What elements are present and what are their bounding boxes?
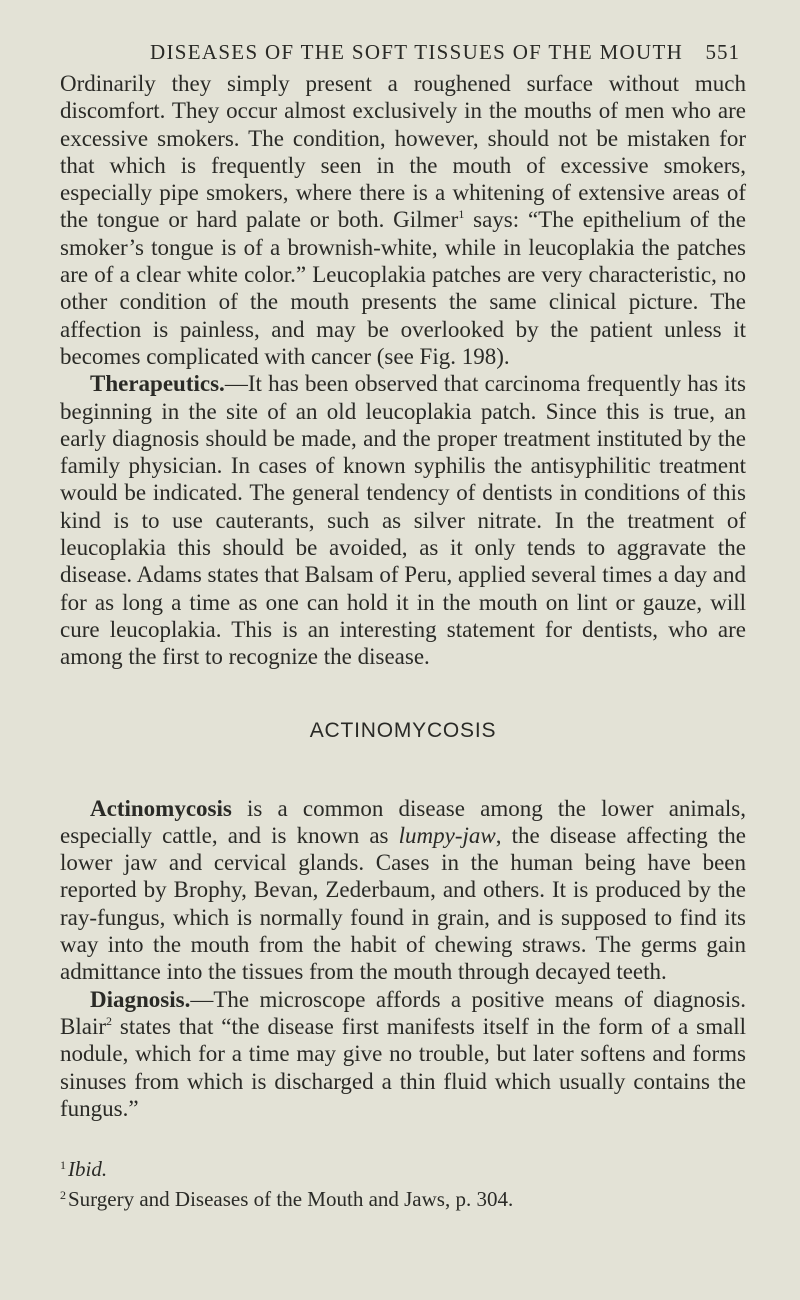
footnotes — [60, 1152, 746, 1212]
paragraph-text: Ordinarily they simply present a roughened surface without much discomfort. They occur almost exclusively in the mouths of men who are excessive smokers. The condition, however, should not be mistaken for that which is frequently seen in the mouth of excessive smokers, especially pipe smokers, where there is a whitening of extensive areas of the tongue or hard palate or both. Gilmer — [60, 71, 746, 233]
paragraph-text: says: “The epithelium of the smoker’s tongue is of a brownish-white, while in leucoplakia the patches are of a clear white color.” Leucoplakia patches are very characteristic, no other condition of the mouth presents the same clinical picture. The affection is painless, and may be overlooked by the patient unless it becomes complicated with cancer (see Fig. 198). — [60, 207, 746, 369]
run-in-heading-actinomycosis: Actinomycosis — [90, 795, 232, 821]
paragraph-leucoplakia-description — [60, 70, 746, 370]
section-heading-actinomycosis: ACTINOMYCOSIS — [309, 718, 497, 742]
paragraph-therapeutics — [60, 370, 746, 670]
footnote-text: Ibid. — [68, 1157, 108, 1182]
footnote-mark: 2 — [60, 1188, 66, 1203]
run-in-heading-diagnosis: Diagnosis. — [90, 986, 191, 1012]
running-head — [60, 0, 746, 70]
page-number: 551 — [705, 40, 740, 64]
running-title: DISEASES OF THE SOFT TISSUES OF THE MOUTH — [150, 40, 684, 64]
paragraph-diagnosis — [60, 986, 746, 1122]
paragraph-text: —The microscope affords a positive means of diagnosis. Blair — [60, 986, 746, 1039]
paragraph-text: , the disease affecting the lower jaw and cervical glands. Cases in the human being have been reported by Brophy, Bevan, Zederbaum, and others. It is produced by the ray-fungus, which is normally found in grain, and is supposed to find its way into the mouth from the habit of chewing straws. The germs gain admittance into the tissues from the mouth through decayed teeth. — [60, 822, 746, 985]
run-in-heading-therapeutics: Therapeutics. — [90, 371, 225, 397]
footnote-ref-1: 1 — [458, 207, 465, 222]
paragraph-text: —It has been observed that carcinoma frequently has its beginning in the site of an old leucoplakia patch. Since this is true, an early diagnosis should be made, and the proper treatment instituted by the family physician. In cases of known syphilis the antisyphilitic treatment would be indicated. The general tendency of dentists in conditions of this kind is to use cauterants, such as silver nitrate. In the treatment of leucoplakia this should be avoided, as it only tends to aggravate the disease. Adams states that Balsam of Peru, applied several times a day and for as long a time as one can hold it in the mouth on lint or gauze, will cure leucoplakia. This is an interesting statement for dentists, who are among the first to recognize the disease. — [60, 371, 746, 670]
italic-term-lumpy-jaw: lumpy-jaw — [398, 822, 496, 848]
footnote-mark: 1 — [60, 1158, 66, 1173]
footnote-text: Surgery and Diseases of the Mouth and Jaws, p. 304. — [68, 1187, 514, 1212]
paragraph-text: is a common disease among the lower animals, especially cattle, and is known as — [60, 795, 746, 848]
paragraph-actinomycosis — [60, 795, 746, 986]
footnote-ref-2: 2 — [106, 1013, 112, 1028]
footnote-1 — [60, 1152, 746, 1182]
paragraph-text: states that “the disease first manifests itself in the form of a small nodule, which for a time may give no trouble, but later softens and forms sinuses from which is discharged a thin fluid which usually contains the fungus.” — [60, 1013, 746, 1121]
footnote-2 — [60, 1182, 746, 1212]
